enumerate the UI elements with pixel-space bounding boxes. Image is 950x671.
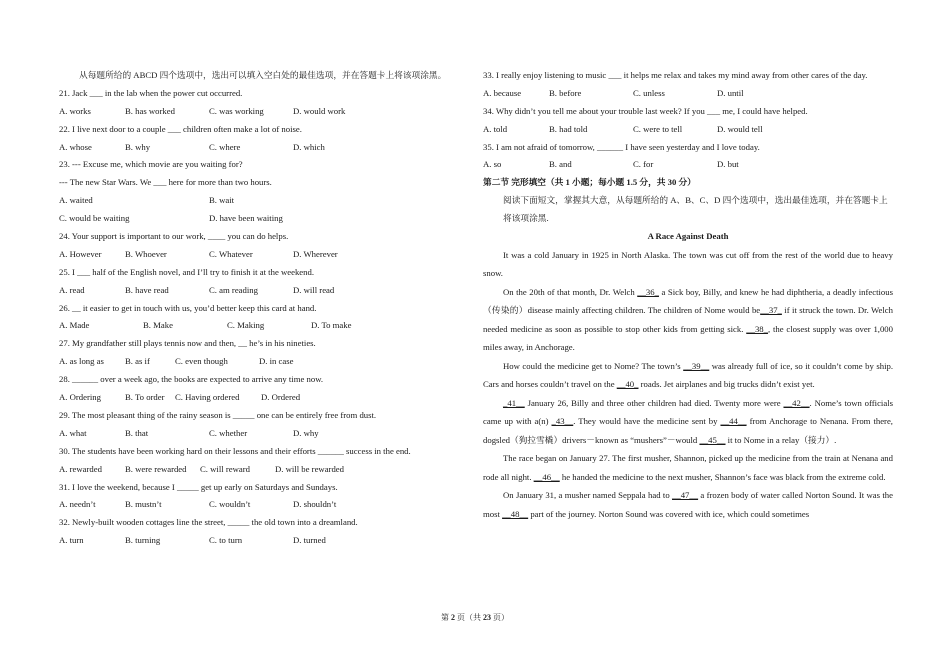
option-d: D. why (293, 427, 319, 438)
option-c: C. Whatever (209, 248, 253, 259)
text: a Sick boy, Billy, and knew he had diphtheria, a deadly infectious（传染的）disease mainly affecting children. The children of Nome would be (483, 286, 893, 316)
question-24: 24. Your support is important to our work, ____ you can do helps. (59, 231, 289, 242)
option-a: A. whose (59, 141, 92, 152)
option-b: B. Whoever (125, 248, 167, 259)
text: On the 20th of that month, Dr. Welch (503, 286, 638, 297)
question-34: 34. Why didn’t you tell me about your trouble last week? If you ___ me, I could have helped. (483, 105, 808, 116)
option-c: C. wouldn’t (209, 499, 251, 510)
blank-38: __38_ (746, 323, 768, 334)
option-b: B. why (125, 141, 151, 152)
option-a: A. rewarded (59, 463, 102, 474)
passage-paragraph-1: It was a cold January in 1925 in North Alaska. The town was cut off from the rest of the world due to heavy snow. (483, 249, 893, 279)
option-d: D. Wherever (293, 248, 338, 259)
footer-prefix: 第 (441, 613, 451, 622)
option-b: B. as if (125, 356, 150, 367)
options-30 (59, 461, 469, 479)
option-c: C. was working (209, 105, 264, 116)
option-a: A. turn (59, 535, 84, 546)
text: How could the medicine get to Nome? The town’s (503, 360, 684, 371)
page-footer (0, 612, 950, 623)
option-b: B. Make (143, 320, 173, 331)
question-26: 26. __ it easier to get in touch with us, you’d better keep this card at hand. (59, 302, 317, 313)
question-29: 29. The most pleasant thing of the rainy season is _____ one can be entirely free from dust. (59, 409, 377, 420)
option-b: B. mustn’t (125, 499, 162, 510)
question-28: 28. ______ over a week ago, the books are expected to arrive any time now. (59, 374, 324, 385)
option-b: B. had told (549, 123, 588, 134)
option-a: A. works (59, 105, 91, 116)
option-b: B. were rewarded (125, 463, 187, 474)
left-column (59, 67, 469, 550)
options-21 (59, 103, 469, 121)
options-35 (483, 156, 893, 174)
text: he handed the medicine to the next musher, Shannon’s face was black from the extreme cold. (559, 471, 886, 482)
question-32: 32. Newly-built wooden cottages line the street, _____ the old town into a dreamland. (59, 517, 358, 528)
option-a: A. Made (59, 320, 90, 331)
question-23-line2: --- The new Star Wars. We ___ here for more than two hours. (59, 177, 272, 188)
page-number: 2 (451, 613, 455, 622)
question-22: 22. I live next door to a couple ___ children often make a lot of noise. (59, 123, 302, 134)
option-d: D. turned (293, 535, 326, 546)
option-d: D. shouldn’t (293, 499, 337, 510)
option-a: A. as long as (59, 356, 104, 367)
question-31: 31. I love the weekend, because I _____ get up early on Saturdays and Sundays. (59, 481, 338, 492)
blank-40: __40_ (616, 379, 639, 390)
footer-suffix: 页） (491, 613, 509, 622)
passage-title: A Race Against Death (647, 231, 729, 242)
text: it to Nome in a relay（接力）. (725, 434, 837, 445)
footer-middle: 页（共 (455, 613, 483, 622)
option-b: B. have read (125, 284, 169, 295)
option-a: A. so (483, 159, 502, 170)
text: roads. Jet airplanes and big trucks didn’t exist yet. (638, 379, 815, 390)
option-c: C. to turn (209, 535, 243, 546)
blank-37: __37_ (760, 305, 782, 316)
text: . Nome’s town officials came up with a(n) (483, 397, 893, 427)
right-column (483, 67, 893, 523)
option-d: D. until (717, 87, 744, 98)
question-23: 23. --- Excuse me, which movie are you waiting for? (59, 159, 243, 170)
text: , the closest supply was over 1,000 miles away, in Anchorage. (483, 323, 893, 353)
question-30: 30. The students have been working hard on their lessons and their efforts ______ success in the end. (59, 445, 411, 456)
text: January 26, Billy and three other children had died. Twenty more were (524, 397, 784, 408)
option-c: C. Making (227, 320, 265, 331)
option-c: C. were to tell (633, 123, 683, 134)
question-25: 25. I ___ half of the English novel, and I’ll try to finish it at the weekend. (59, 266, 315, 277)
text: was already full of ice, so it couldn’t come by ship. Cars and horses couldn’t travel on the (483, 360, 893, 390)
option-d: D. but (717, 159, 739, 170)
text: from Anchorage to Nenana. From there, dogsled（狗拉雪橇）drivers－known as “mushers”－would (483, 416, 893, 445)
option-d: D. To make (311, 320, 352, 331)
passage-paragraph-5 (483, 449, 893, 486)
option-a: A. waited (59, 195, 93, 206)
passage-paragraph-6 (483, 486, 893, 523)
options-26 (59, 317, 469, 335)
text: if it struck the town. Dr. Welch needed medicine as soon as possible to stop other kids from getting sick. (483, 305, 894, 334)
question-21: 21. Jack ___ in the lab when the power cut occurred. (59, 87, 243, 98)
passage-paragraph-3 (483, 357, 893, 394)
option-b: B. that (125, 427, 149, 438)
section-instruction: 从每题所给的 ABCD 四个选项中，选出可以填入空白处的最佳选项，并在答题卡上将该项涂黑。 (79, 70, 447, 80)
section-heading: 第二节 完形填空（共 1 小题；每小题 1.5 分，共 30 分） (483, 177, 696, 188)
option-c: C. whether (209, 427, 248, 438)
options-33 (483, 85, 893, 103)
option-a: A. what (59, 427, 87, 438)
option-d: D. have been waiting (209, 213, 283, 224)
options-25 (59, 282, 469, 300)
options-27 (59, 353, 469, 371)
options-29 (59, 425, 469, 443)
options-32 (59, 532, 469, 550)
option-b: B. wait (209, 195, 235, 206)
option-d: D. in case (259, 356, 294, 367)
section-instruction: 阅读下面短文，掌握其大意，从每题所给的 A、B、C、D 四个选项中，选出最佳选项，并在答题卡上将该项涂黑. (503, 195, 888, 224)
option-a: A. needn’t (59, 499, 96, 510)
option-a: A. told (483, 123, 508, 134)
option-b: B. and (549, 159, 572, 170)
option-b: B. turning (125, 535, 161, 546)
text: On January 31, a musher named Seppala had to (503, 490, 673, 501)
option-a: A. read (59, 284, 85, 295)
blank-36: __36_ (637, 286, 659, 297)
question-35: 35. I am not afraid of tomorrow, ______ I have seen yesterday and I love today. (483, 141, 760, 152)
option-d: D. would work (293, 105, 346, 116)
blank-39: __39__ (683, 360, 710, 371)
options-24 (59, 246, 469, 264)
option-c: C. am reading (209, 284, 258, 295)
blank-47: __47__ (672, 490, 699, 501)
text: . They would have the medicine sent by (573, 416, 721, 427)
option-a: A. However (59, 248, 102, 259)
blank-45: __45__ (699, 434, 726, 445)
option-c: C. would be waiting (59, 213, 130, 224)
option-b: B. has worked (125, 105, 175, 116)
option-c: C. Having ordered (175, 392, 240, 403)
text: a frozen body of water called Norton Sound. It was the most (483, 490, 893, 519)
options-23-row2 (59, 210, 469, 228)
option-a: A. because (483, 87, 522, 98)
option-d: D. will read (293, 284, 335, 295)
question-27: 27. My grandfather still plays tennis now and then, __ he’s in his nineties. (59, 338, 316, 349)
passage-paragraph-2 (483, 283, 893, 357)
options-34 (483, 121, 893, 139)
option-c: C. for (633, 159, 654, 170)
option-c: C. will reward (200, 463, 250, 474)
option-d: D. Ordered (261, 392, 301, 403)
option-c: C. even though (175, 356, 228, 367)
option-c: C. where (209, 141, 241, 152)
option-b: B. before (549, 87, 582, 98)
total-pages: 23 (483, 613, 491, 622)
options-31 (59, 496, 469, 514)
blank-44: __44__ (720, 416, 747, 427)
text: The race began on January 27. The first musher, Shannon, picked up the medicine from the train at Nenana and rode all night. (483, 453, 893, 482)
blank-41: _41__ (503, 397, 525, 408)
text: part of the journey. Norton Sound was covered with ice, which could sometimes (528, 508, 810, 519)
option-c: C. unless (633, 87, 665, 98)
option-b: B. To order (125, 392, 165, 403)
options-22 (59, 139, 469, 157)
option-d: D. which (293, 141, 325, 152)
option-d: D. will be rewarded (275, 463, 344, 474)
blank-48: __48__ (502, 508, 529, 519)
options-23-row1 (59, 192, 469, 210)
passage-paragraph-4 (483, 394, 893, 450)
blank-43: _43__ (551, 416, 574, 427)
blank-46: __46__ (533, 471, 560, 482)
options-28 (59, 389, 469, 407)
question-33: 33. I really enjoy listening to music ___ it helps me relax and takes my mind away from other cares of the day. (483, 70, 868, 80)
option-a: A. Ordering (59, 392, 101, 403)
option-d: D. would tell (717, 123, 763, 134)
blank-42: __42__ (783, 397, 810, 408)
